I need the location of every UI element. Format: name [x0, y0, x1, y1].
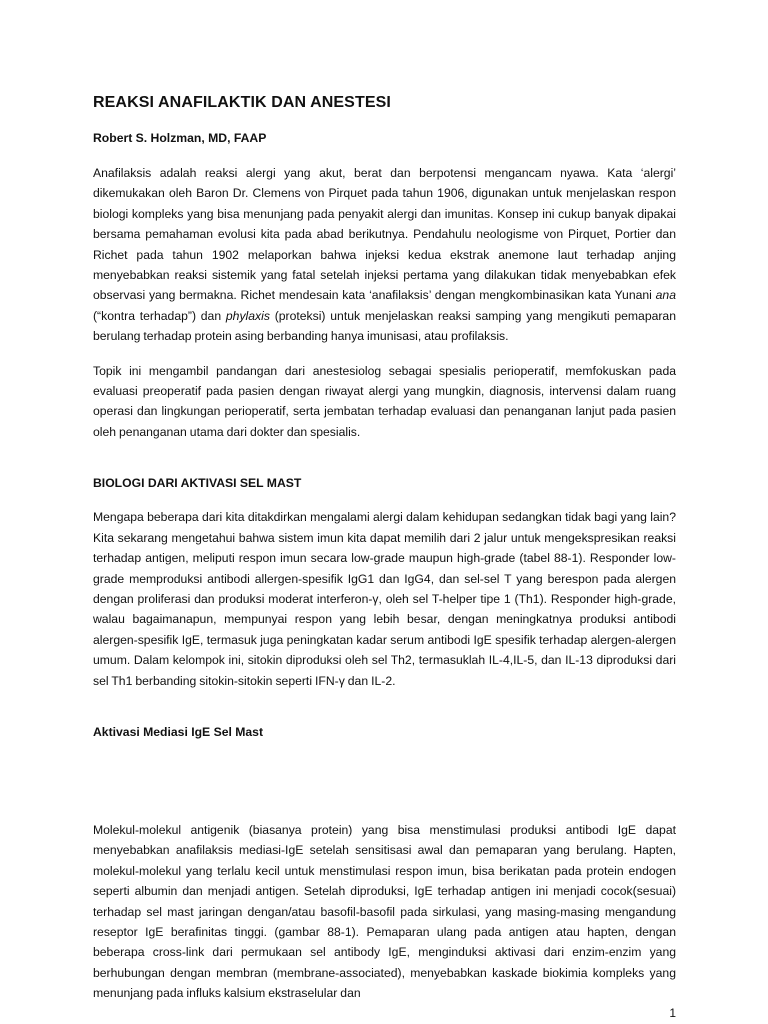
- section2-paragraph-1: Molekul-molekul antigenik (biasanya protein) yang bisa menstimulasi produksi antibodi IgE dapat menyebabkan anafilaksis mediasi-IgE setelah sensitisasi awal dan pemaparan yang berulang. Hapten, molekul-molekul yang terlalu kecil untuk menstimulasi respon imun, bisa berikatan pada protein endogen seperti albumin dan menjadi antigen. Setelah diproduksi, IgE terhadap antigen ini menjadi cocok(sesuai) terhadap sel mast jaringan dengan/atau basofil-basofil pada sirkulasi, yang masing-masing mengandung reseptor IgE berafinitas tinggi. (gambar 88-1). Pemaparan ulang pada antigen atau hapten, dengan beberapa cross-link dari permukaan sel antibody IgE, menginduksi aktivasi dari enzim-enzim yang berhubungan dengan membran (membrane-associated), menyebabkan kaskade biokimia kompleks yang menunjang pada influks kalsium ekstraselular dan: [93, 823, 676, 1001]
- intro-p1-text-b: (“kontra terhadap”) dan: [93, 308, 226, 323]
- intro-p1-text-c: (proteksi) untuk menjelaskan reaksi samping yang mengikuti pemaparan berulang terhadap protein asing berbanding hanya imunisasi, atau profilaksis.: [93, 308, 676, 344]
- page-number: 1: [669, 1006, 676, 1020]
- document-title: REAKSI ANAFILAKTIK DAN ANESTESI: [93, 94, 391, 111]
- author-line: Robert S. Holzman, MD, FAAP: [93, 131, 267, 145]
- intro-p1-term-ana: ana: [655, 288, 676, 303]
- intro-paragraph-1: [93, 163, 676, 347]
- intro-p1-term-phylaxis: phylaxis: [225, 308, 270, 323]
- document-content: [93, 94, 676, 756]
- section1-paragraph-1: Mengapa beberapa dari kita ditakdirkan mengalami alergi dalam kehidupan sedangkan tidak bagi yang lain? Kita sekarang mengetahui bahwa sistem imun kita dapat memilih dari 2 jalur untuk mengekspresikan reaksi terhadap antigen, meliputi respon imun secara low-grade maupun high-grade (tabel 88-1). Responder low-grade memproduksi antibodi allergen-spesifik IgG1 dan IgG4, dan sel-sel T yang berespon pada alergen dengan proliferasi dan produksi moderat interferon-γ, oleh sel T-helper tipe 1 (Th1). Responder high-grade, walau bagaimanapun, mempunyai respon yang lebih besar, dengan meningkatnya produksi antibodi alergen-spesifik IgE, termasuk juga peningkatan kadar serum antibodi IgE spesifik terhadap alergen-alergen umum. Dalam kelompok ini, sitokin diproduksi oleh sel Th2, termasuklah IL-4,IL-5, dan IL-13 diproduksi dari sel Th1 berbanding sitokin-sitokin seperti IFN-γ dan IL-2.: [93, 510, 676, 688]
- intro-paragraph-2: Topik ini mengambil pandangan dari anestesiolog sebagai spesialis perioperatif, memfokuskan pada evaluasi preoperatif pada pasien dengan riwayat alergi yang mungkin, diagnosis, intervensi dalam ruang operasi dan lingkungan perioperatif, serta jembatan terhadap evaluasi dan penanganan lanjut pada pasien oleh penanganan utama dari dokter dan spesialis.: [93, 363, 676, 439]
- intro-p1-text-a: Anafilaksis adalah reaksi alergi yang akut, berat dan berpotensi mengancam nyawa. Kata ‘alergi’ dikemukakan oleh Baron Dr. Clemens von Pirquet pada tahun 1906, digunakan untuk menjelaskan respon biologi kompleks yang bisa menunjang pada penyakit alergi dan imunitas. Konsep ini cukup banyak dipakai bersama pemahaman evolusi kita pada abad berikutnya. Pendahulu neologisme von Pirquet, Portier dan Richet pada tahun 1902 melaporkan bahwa injeksi kedua ekstrak anemone laut terhadap anjing menyebabkan reaksi sistemik yang fatal setelah injeksi pertama yang dilakukan tidak menyebabkan efek observasi yang bermakna. Richet mendesain kata ‘anafilaksis’ dengan mengkombinasikan kata Yunani: [93, 166, 676, 303]
- section2-paragraph-clip: [93, 820, 676, 1001]
- section-heading-aktivasi: Aktivasi Mediasi IgE Sel Mast: [93, 724, 264, 739]
- section-heading-biologi: BIOLOGI DARI AKTIVASI SEL MAST: [93, 476, 302, 491]
